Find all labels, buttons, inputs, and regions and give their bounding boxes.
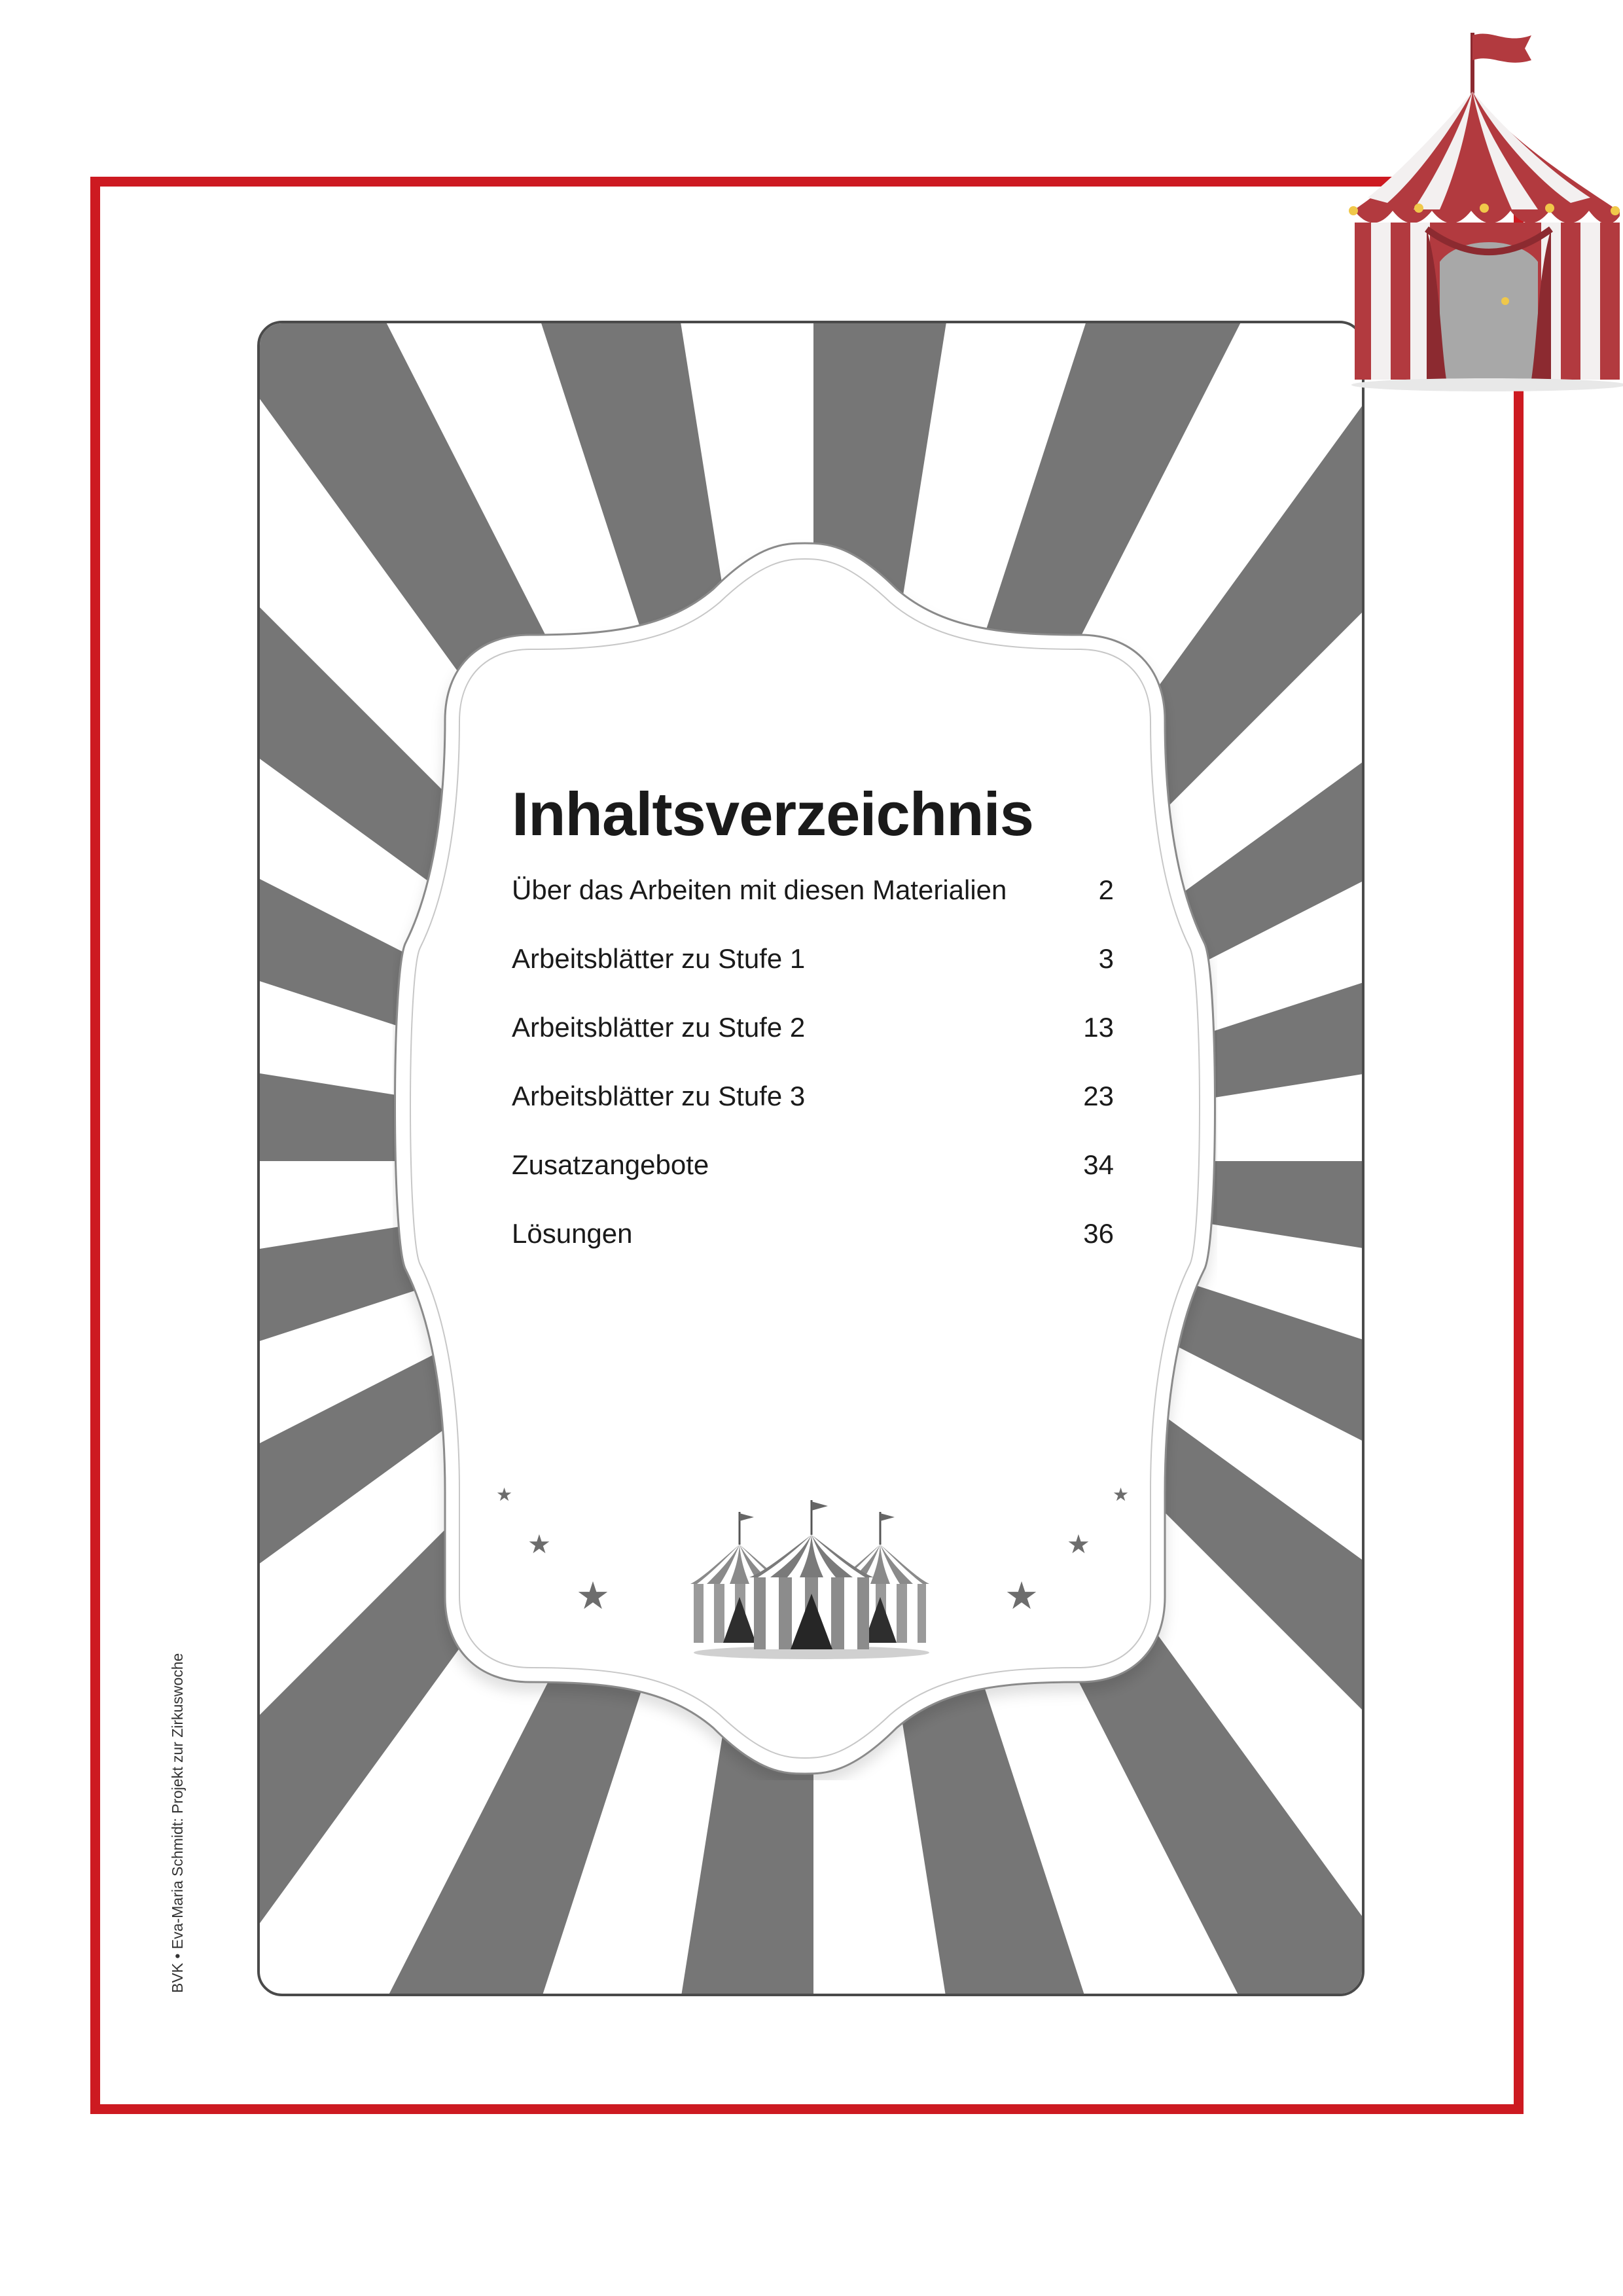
toc-entry-label: Zusatzangebote xyxy=(512,1149,709,1181)
toc-entry-page: 3 xyxy=(1098,943,1114,975)
small-tent-center-icon xyxy=(749,1500,874,1649)
toc-entry-page: 36 xyxy=(1083,1218,1114,1249)
toc-entry-page: 34 xyxy=(1083,1149,1114,1181)
toc-entry-label: Über das Arbeiten mit diesen Materialien xyxy=(512,874,1007,906)
star-icon: ★ xyxy=(1067,1530,1090,1559)
toc-entry-label: Arbeitsblätter zu Stufe 2 xyxy=(512,1012,806,1043)
toc-entry[interactable] xyxy=(512,1149,1114,1218)
star-icon: ★ xyxy=(496,1484,513,1505)
star-icon: ★ xyxy=(527,1530,551,1559)
circus-tent-icon xyxy=(1342,26,1623,393)
toc-title: Inhaltsverzeichnis xyxy=(512,780,1033,848)
circus-tents-group-icon xyxy=(681,1499,942,1662)
star-icon: ★ xyxy=(1113,1484,1130,1505)
toc-entry-label: Lösungen xyxy=(512,1218,633,1249)
toc-entry[interactable] xyxy=(512,1081,1114,1149)
toc-entry[interactable] xyxy=(512,874,1114,943)
toc-entry-page: 13 xyxy=(1083,1012,1114,1043)
toc-entry-page: 2 xyxy=(1098,874,1114,906)
table-of-contents xyxy=(512,779,1114,1287)
star-icon: ★ xyxy=(1005,1575,1039,1617)
toc-entry[interactable] xyxy=(512,1012,1114,1081)
toc-entry-label: Arbeitsblätter zu Stufe 1 xyxy=(512,943,806,975)
toc-entry-page: 23 xyxy=(1083,1081,1114,1112)
toc-entry-label: Arbeitsblätter zu Stufe 3 xyxy=(512,1081,806,1112)
star-icon: ★ xyxy=(576,1575,610,1617)
toc-entry[interactable] xyxy=(512,1218,1114,1287)
footer-credit: BVK • Eva-Maria Schmidt: Projekt zur Zirkuswoche xyxy=(169,1653,186,1993)
toc-entry[interactable] xyxy=(512,943,1114,1012)
